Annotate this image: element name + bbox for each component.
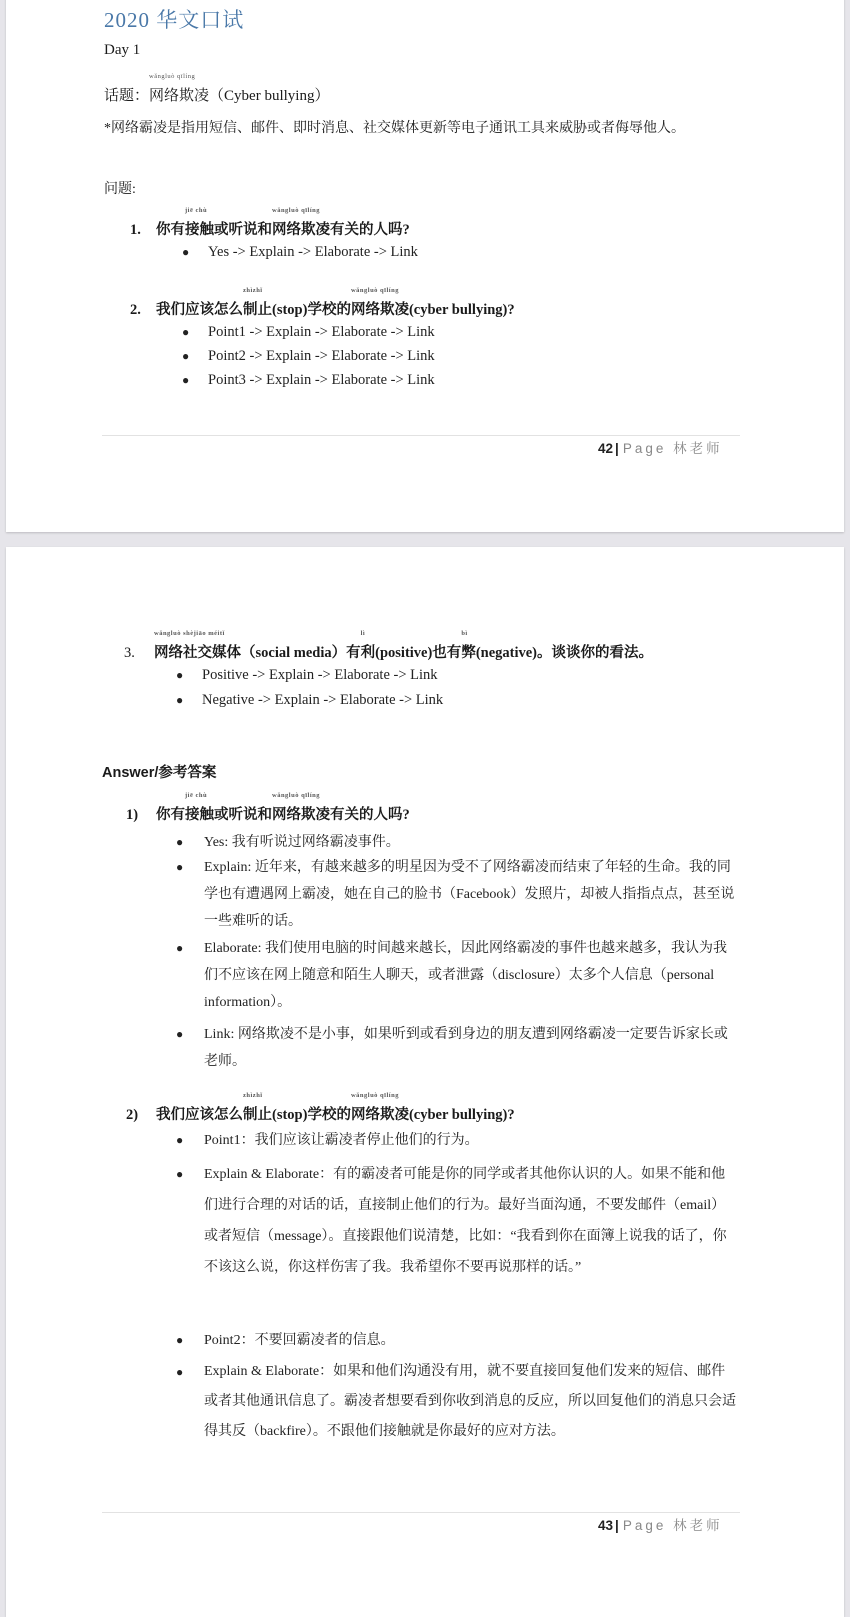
bullet-icon: ● <box>182 349 190 363</box>
term-jiechu: jiē chù 接触 <box>185 792 214 823</box>
page-footer: 43 | Page 林老师 <box>598 1518 723 1533</box>
bullet-icon: ● <box>182 325 190 339</box>
bullet-icon: ● <box>176 860 184 874</box>
term-wangluoqiling: wǎngluò qīlíng 网络欺凌 <box>272 792 330 823</box>
answer-2-question: 2) 我们应该怎么 zhìzhǐ 制止(stop)学校的 wǎngluò qīlíng 网络欺凌(cyber bullying)? <box>126 1092 515 1123</box>
questions-label: 问题: <box>104 182 136 197</box>
bullet-item: ● Negative -> Explain -> Elaborate -> Link <box>176 692 444 708</box>
bullet-icon: ● <box>176 835 184 849</box>
bullet-icon: ● <box>176 668 184 682</box>
bullet-icon: ● <box>176 1133 184 1147</box>
question-3: 3. wǎngluò shèjiāo méitǐ 网络社交媒体（social media）有 lì 利(positive)也有 bì 弊(negative)。谈谈你的看法。 <box>124 630 654 661</box>
bullet-item: ● Positive -> Explain -> Elaborate -> Link <box>176 667 438 683</box>
page-footer: 42 | Page 林老师 <box>598 441 723 456</box>
answer-1-link: ● Link: 网络欺凌不是小事，如果听到或看到身边的朋友遭到网络霸凌一定要告诉家长或老师。 <box>204 1021 734 1075</box>
answer-1-yes: ● Yes: 我有听说过网络霸凌事件。 <box>204 829 734 856</box>
document-page-42 <box>6 0 844 532</box>
bullet-icon: ● <box>176 693 184 707</box>
answer-1-explain: ● Explain: 近年来，有越来越多的明星因为受不了网络霸凌而结束了年轻的生命。我的同学也有遭遇网上霸凌，她在自己的脸书（Facebook）发照片，却被人指指点点，甚至说一些难听的话。 <box>204 854 738 935</box>
term-wangluoqiling: wǎngluò qīlíng 网络欺凌 <box>350 1092 409 1123</box>
definition-text: *网络霸凌是指用短信、邮件、即时消息、社交媒体更新等电子通讯工具来威胁或者侮辱他人。 <box>104 121 685 136</box>
answer-1-question: 1) 你有 jiē chù 接触或听说和 wǎngluò qīlíng 网络欺凌有关的人吗? <box>126 792 410 823</box>
term-li: lì 利 <box>360 630 376 661</box>
question-1: 1. 你有 jiē chù 接触或听说和 wǎngluò qīlíng 网络欺凌有关的人吗? <box>130 207 410 238</box>
footer-divider <box>102 1512 740 1513</box>
bullet-item: ● Yes -> Explain -> Elaborate -> Link <box>182 244 418 260</box>
document-page-43 <box>6 547 844 1617</box>
bullet-icon: ● <box>182 373 190 387</box>
answer-2-point1: ● Point1：我们应该让霸凌者停止他们的行为。 <box>204 1127 738 1154</box>
bullet-icon: ● <box>182 245 190 259</box>
day-label: Day 1 <box>104 42 141 58</box>
bullet-icon: ● <box>176 941 184 955</box>
answer-2-explain-elaborate-1: ● Explain & Elaborate：有的霸凌者可能是你的同学或者其他你认识的人。如果不能和他们进行合理的对话的话，直接制止他们的行为。最好当面沟通，不要发邮件（email）或者短信（message）。直接跟他们说清楚，比如：“我看到你在面簿上说我的话了，你不该这么说，你这样伤害了我。我希望你不要再说那样的话。” <box>204 1159 738 1283</box>
pinyin-annotation: wǎngluò qīlíng <box>149 73 196 80</box>
question-2: 2. 我们应该怎么 zhìzhǐ 制止(stop)学校的 wǎngluò qīlíng 网络欺凌(cyber bullying)? <box>130 287 515 318</box>
topic-line <box>104 73 330 105</box>
answer-2-explain-elaborate-2: ● Explain & Elaborate：如果和他们沟通没有用，就不要直接回复他们发来的短信、邮件或者其他通讯信息了。霸凌者想要看到你收到消息的反应，所以回复他们的消息只会适得其反（backfire）。不跟他们接触就是你最好的应对方法。 <box>204 1357 738 1447</box>
bullet-icon: ● <box>176 1365 184 1379</box>
term-wangluoqiling: wǎngluò qīlíng 网络欺凌 <box>272 207 330 238</box>
term-jiechu: jiē chù 接触 <box>185 207 214 238</box>
bullet-item: ● Point3 -> Explain -> Elaborate -> Link <box>182 372 435 388</box>
term-wangluoqiling: wǎngluò qīlíng 网络欺凌 <box>350 287 409 318</box>
topic-english: （Cyber bullying） <box>209 88 330 104</box>
bullet-icon: ● <box>176 1333 184 1347</box>
answer-2-point2: ● Point2：不要回霸凌者的信息。 <box>204 1327 738 1354</box>
bullet-item: ● Point1 -> Explain -> Elaborate -> Link <box>182 324 435 340</box>
answer-1-elaborate: ● Elaborate: 我们使用电脑的时间越来越长，因此网络霸凌的事件也越来越多，我认为我们不应该在网上随意和陌生人聊天，或者泄露（disclosure）太多个人信息（personal information）。 <box>204 935 738 1016</box>
bullet-icon: ● <box>176 1167 184 1181</box>
document-title: 2020 华文口试 <box>104 8 245 32</box>
term-shejiao-meiti: wǎngluò shèjiāo méitǐ 网络社交媒体 <box>154 630 241 661</box>
bullet-icon: ● <box>176 1027 184 1041</box>
bullet-item: ● Point2 -> Explain -> Elaborate -> Link <box>182 348 435 364</box>
topic-term: wǎngluò qīlíng 网络欺凌 <box>149 73 210 104</box>
term-zhizhi: zhìzhǐ 制止 <box>243 1092 272 1123</box>
footer-divider <box>102 435 740 436</box>
answer-heading: Answer/参考答案 <box>102 765 217 781</box>
topic-label: 话题： <box>104 88 150 104</box>
term-bi: bì 弊 <box>461 630 476 661</box>
term-zhizhi: zhìzhǐ 制止 <box>243 287 272 318</box>
